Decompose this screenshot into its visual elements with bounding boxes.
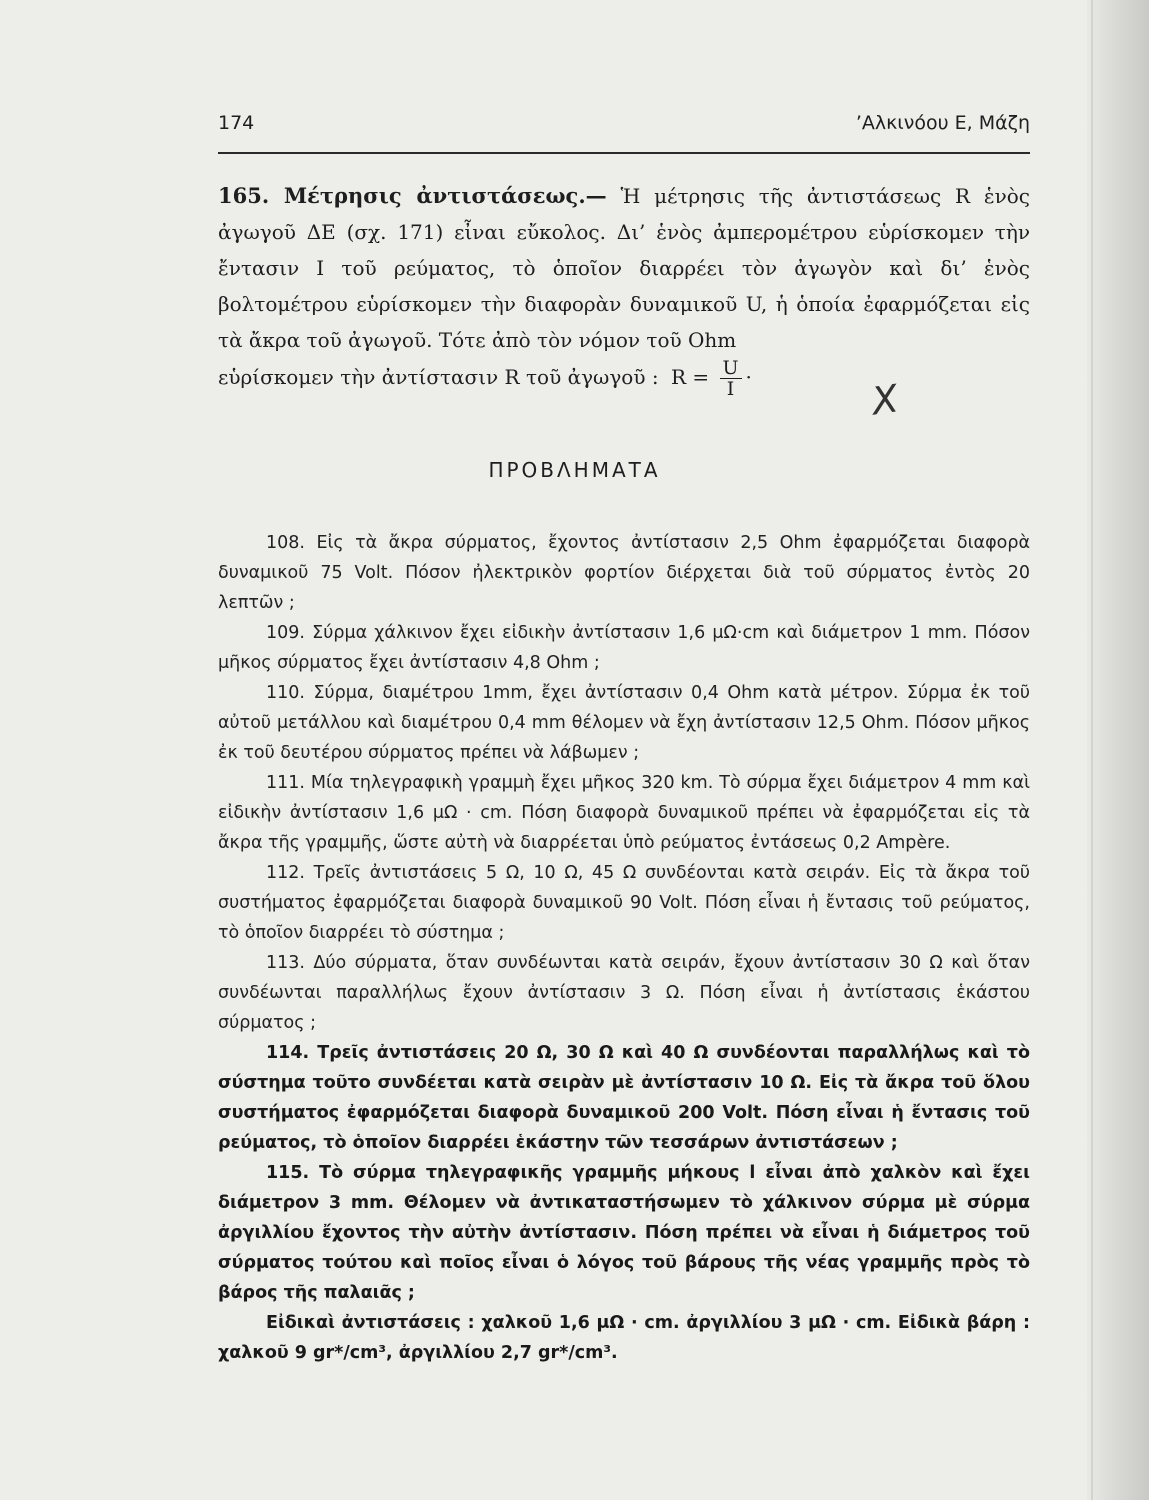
problem-109	[218, 618, 1030, 678]
section-text: Ἡ μέτρησις τῆς ἀντιστάσεως R ἑνὸς ἀγωγοῦ ΔΕ (σχ. 171) εἶναι εὔκολος. Δι’ ἑνὸς ἀμπερομέτρου εὑρίσκομεν τὴν ἔντασιν I τοῦ ρεύματος, τὸ ὁποῖον διαρρέει τὸν ἀγωγὸν καὶ δι’ ἑνὸς βολτομέτρου εὑρίσκομεν τὴν διαφορὰν δυναμικοῦ U, ἡ ὁποία ἐφαρμόζεται εἰς τὰ ἄκρα τοῦ ἀγωγοῦ. Τότε ἀπὸ τὸν νόμον τοῦ Ohm	[218, 184, 1031, 352]
problem-108	[218, 528, 1030, 618]
page-edge-line	[1091, 0, 1093, 1500]
formula-numerator: U	[720, 358, 742, 379]
problem-number: 110.	[266, 683, 305, 703]
problem-114	[218, 1038, 1030, 1158]
formula-end: ·	[745, 365, 752, 389]
formula-fraction	[720, 358, 742, 399]
problem-text: Σύρμα, διαμέτρου 1mm, ἔχει ἀντίστασιν 0,4 Ohm κατὰ μέτρον. Σύρμα ἐκ τοῦ αὐτοῦ μετάλλου καὶ διαμέτρου 0,4 mm θέλομεν νὰ ἔχη ἀντίστασιν 12,5 Ohm. Πόσον μῆκος ἐκ τοῦ δευτέρου σύρματος πρέπει νὰ λάβωμεν ;	[218, 683, 1030, 763]
section-165	[218, 178, 1030, 399]
problem-text: Τρεῖς ἀντιστάσεις 20 Ω, 30 Ω καὶ 40 Ω συνδέονται παραλλήλως καὶ τὸ σύστημα τοῦτο συνδέεται κατὰ σειρὰν μὲ ἀντίστασιν 10 Ω. Εἰς τὰ ἄκρα τοῦ ὅλου συστήματος ἐφαρμόζεται διαφορὰ δυναμικοῦ 200 Volt. Πόση εἶναι ἡ ἔντασις τοῦ ρεύματος, τὸ ὁποῖον διαρρέει ἑκάστην τῶν τεσσάρων ἀντιστάσεων ;	[218, 1043, 1031, 1153]
problem-text: Σύρμα χάλκινον ἔχει εἰδικὴν ἀντίστασιν 1,6 μΩ·cm καὶ διάμετρον 1 mm. Πόσον μῆκος σύρματος ἔχει ἀντίστασιν 4,8 Ohm ;	[218, 623, 1030, 673]
ohm-formula	[671, 358, 752, 399]
section-title: 165. Μέτρησις ἀντιστάσεως.—	[218, 183, 607, 208]
formula-denominator: I	[726, 378, 735, 400]
problem-text: Τρεῖς ἀντιστάσεις 5 Ω, 10 Ω, 45 Ω συνδέονται κατὰ σειράν. Εἰς τὰ ἄκρα τοῦ συστήματος ἐφαρμόζεται διαφορὰ δυναμικοῦ 90 Volt. Πόση εἶναι ἡ ἔντασις τοῦ ρεύματος, τὸ ὁποῖον διαρρέει τὸ σύστημα ;	[218, 863, 1030, 943]
running-head-author: ’Αλκινόου Ε, Μάζη	[855, 112, 1030, 134]
problem-text: Μία τηλεγραφικὴ γραμμὴ ἔχει μῆκος 320 km. Τὸ σύρμα ἔχει διάμετρον 4 mm καὶ εἰδικὴν ἀντίστασιν 1,6 μΩ · cm. Πόση διαφορὰ δυναμικοῦ πρέπει νὰ ἐφαρμόζεται εἰς τὰ ἄκρα τῆς γραμμῆς, ὥστε αὐτὴ νὰ διαρρέεται ὑπὸ ρεύματος ἐντάσεως 0,2 Ampère.	[218, 773, 1030, 853]
page-header	[218, 112, 1030, 154]
problems-heading-text: ΠΡΟΒΛΗΜΑΤΑ	[488, 458, 661, 482]
problem-text: Τὸ σύρμα τηλεγραφικῆς γραμμῆς μήκους l εἶναι ἀπὸ χαλκὸν καὶ ἔχει διάμετρον 3 mm. Θέλομεν νὰ ἀντικαταστήσωμεν τὸ χάλκινον σύρμα μὲ σύρμα ἀργιλλίου ἔχοντος τὴν αὐτὴν ἀντίστασιν. Πόση πρέπει νὰ εἶναι ἡ διάμετρος τοῦ σύρματος τούτου καὶ ποῖος εἶναι ὁ λόγος τοῦ βάρους τῆς νέας γραμμῆς πρὸς τὸ βάρος τῆς παλαιᾶς ;	[218, 1163, 1030, 1303]
problem-number: 112.	[266, 863, 305, 883]
page-number: 174	[218, 112, 255, 134]
problem-number: 109.	[266, 623, 305, 643]
problems-list	[218, 528, 1030, 1368]
problem-115	[218, 1158, 1030, 1308]
problem-number: 111.	[266, 773, 305, 793]
problem-number: 114.	[266, 1043, 310, 1063]
problem-110	[218, 678, 1030, 768]
problem-number: 115.	[266, 1163, 310, 1183]
problem-111	[218, 768, 1030, 858]
problem-number: 113.	[266, 953, 305, 973]
problems-heading	[0, 458, 1149, 482]
specific-values-data: Εἰδικαὶ ἀντιστάσεις : χαλκοῦ 1,6 μΩ · cm. ἀργιλλίου 3 μΩ · cm. Εἰδικὰ βάρη : χαλκοῦ 9 gr*/cm³, ἀργιλλίου 2,7 gr*/cm³.	[218, 1313, 1030, 1363]
formula-lhs: R =	[670, 365, 710, 389]
handwritten-x-mark: X	[869, 376, 901, 424]
problem-113	[218, 948, 1030, 1038]
problem-number: 108.	[266, 533, 305, 553]
problem-text: Εἰς τὰ ἄκρα σύρματος, ἔχοντος ἀντίστασιν 2,5 Ohm ἐφαρμόζεται διαφορὰ δυναμικοῦ 75 Volt. Πόσον ἠλεκτρικὸν φορτίον διέρχεται διὰ τοῦ σύρματος ἐντὸς 20 λεπτῶν ;	[218, 533, 1030, 613]
problem-text: Δύο σύρματα, ὅταν συνδέωνται κατὰ σειράν, ἔχουν ἀντίστασιν 30 Ω καὶ ὅταν συνδέωνται παραλλήλως ἔχουν ἀντίστασιν 3 Ω. Πόση εἶναι ἡ ἀντίστασις ἑκάστου σύρματος ;	[218, 953, 1030, 1033]
page-edge-shadow	[1087, 0, 1149, 1500]
problem-112	[218, 858, 1030, 948]
section-text-conclusion: εὑρίσκομεν τὴν ἀντίστασιν R τοῦ ἀγωγοῦ :	[218, 365, 659, 389]
